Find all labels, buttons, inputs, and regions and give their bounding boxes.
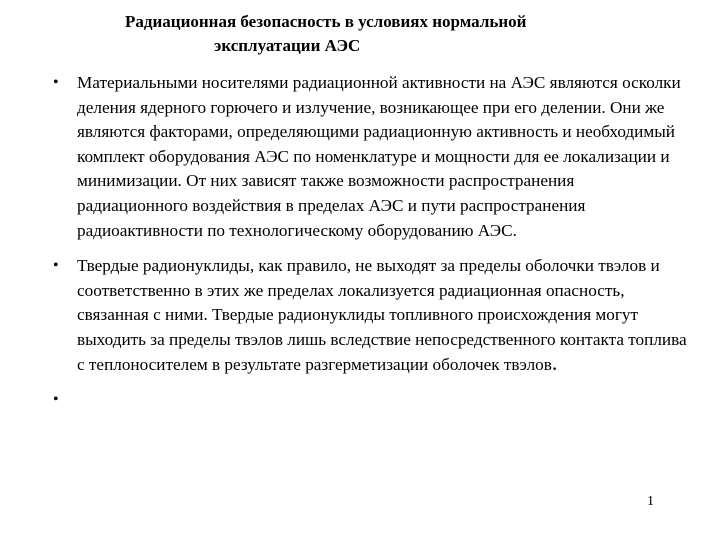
bullet-item-empty (48, 388, 688, 418)
bullet-item (48, 71, 688, 243)
slide-title-line-2: эксплуатации АЭС (214, 36, 361, 55)
bullet-text: Материальными носителями радиационной активности на АЭС являются осколки деления ядерного горючего и излучение, возникающее при его делении. Они же являются факторами, определяющими радиационную активность и необходимый комплект оборудования АЭС по номенклатуре и мощности для ее локализации и минимизации. От них зависят также возможности распространения радиационного воздействия в пределах АЭС и пути распространения радиоактивности по технологическому оборудованию АЭС. (77, 73, 681, 240)
slide-title-line-1: Радиационная безопасность в условиях нормальной (125, 12, 527, 31)
bullet-text-body: Твердые радионуклиды, как правило, не выходят за пределы оболочки твэлов и соответственно в этих же пределах локализуется радиационная опасность, связанная с ними. Твердые радионуклиды топливного происхождения могут выходить за пределы твэлов лишь вследствие непосредственного контакта топлива с теплоносителем в результате разгерметизации оболочек твэлов (77, 256, 687, 374)
bullet-marker-icon: • (53, 391, 59, 409)
bullet-text (77, 256, 687, 373)
bullet-list (48, 71, 688, 429)
bullet-item (48, 254, 688, 377)
bullet-marker-icon: • (53, 257, 59, 275)
bullet-marker-icon: • (53, 74, 59, 91)
bullet-text-end: . (551, 349, 558, 375)
page-number: 1 (647, 494, 654, 509)
